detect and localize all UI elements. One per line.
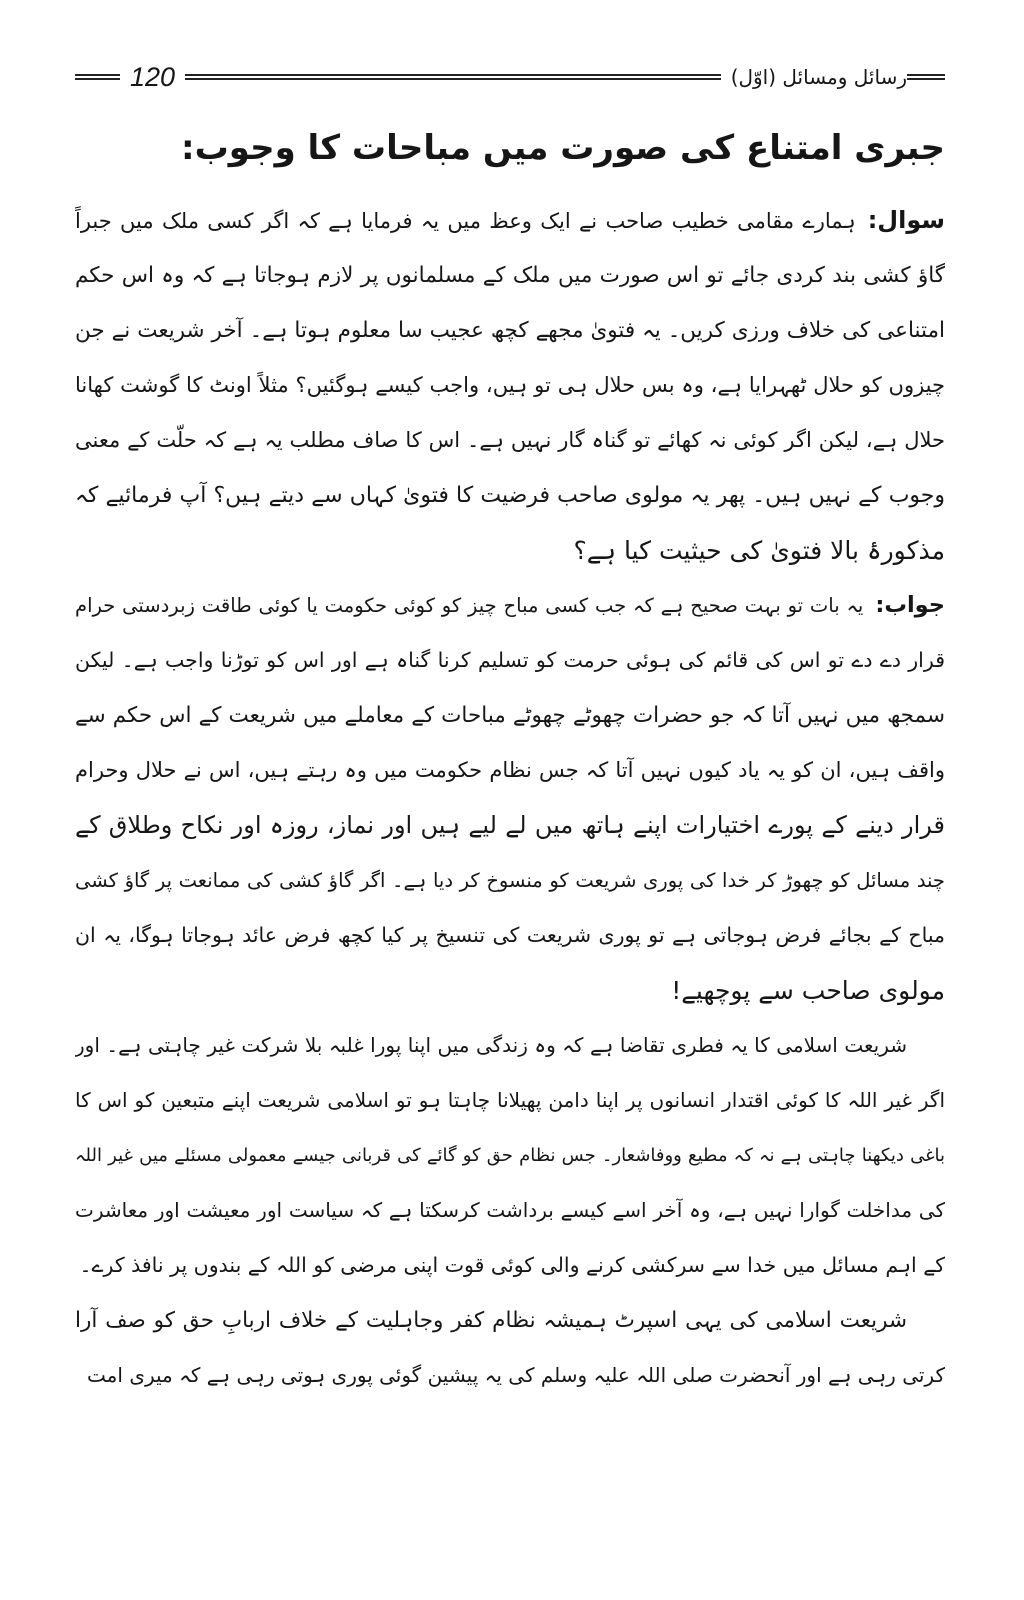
line-text: ہمارے مقامی خطیب صاحب نے ایک وعظ میں یہ فرمایا ہے کہ اگر کسی ملک میں جبراً	[75, 209, 856, 233]
text-line	[75, 578, 945, 633]
line-text: یہ بات تو بہت صحیح ہے کہ جب کسی مباح چیز کو کوئی حکومت یا کوئی طاقت زبردستی حرام	[75, 594, 864, 617]
text-line	[75, 468, 945, 523]
question-label: سوال:	[867, 206, 945, 234]
line-text: شریعت اسلامی کا یہ فطری تقاضا ہے کہ وہ زندگی میں اپنا پورا غلبہ بلا شرکت غیر چاہتی ہے۔ اور	[75, 1033, 907, 1057]
header-rule	[907, 74, 945, 80]
text-line	[75, 908, 945, 963]
text-line	[75, 743, 945, 798]
text-line	[75, 1073, 945, 1128]
line-text: کے اہم مسائل میں خدا سے سرکشی کرنے والی کوئی قوت اپنی مرضی کو اللہ کے بندوں پر نافذ کرے۔	[79, 1253, 945, 1277]
line-text: حلال ہے، لیکن اگر کوئی نہ کھائے تو گناہ گار نہیں ہے۔ اس کا صاف مطلب یہ ہے کہ حلّت کے معنی	[75, 428, 945, 452]
text-line	[75, 358, 945, 413]
text-line	[75, 1183, 945, 1238]
answer-label: جواب:	[875, 592, 945, 618]
text-line	[75, 633, 945, 688]
text-line	[75, 193, 945, 248]
text-line	[75, 1293, 945, 1348]
line-text: شریعت اسلامی کی یہی اسپرٹ ہمیشہ نظام کفر وجاہلیت کے خلاف اربابِ حق کو صف آرا	[75, 1308, 907, 1333]
paragraph	[75, 1018, 945, 1293]
line-text: چند مسائل کو چھوڑ کر خدا کی پوری شریعت کو منسوخ کر دیا ہے۔ اگر گاؤ کشی کی ممانعت پر گاؤ کشی	[75, 869, 945, 892]
line-text: مذکورۂ بالا فتویٰ کی حیثیت کیا ہے؟	[573, 536, 945, 565]
line-text: قرار دینے کے پورے اختیارات اپنے ہاتھ میں لے لیے ہیں اور نماز، روزہ اور نکاح وطلاق کے	[75, 811, 945, 839]
line-text: کی مداخلت گوارا نہیں ہے، وہ آخر اسے کیسے برداشت کرسکتا ہے کہ سیاست اور معیشت اور معاشرت	[75, 1198, 945, 1222]
question	[75, 193, 945, 578]
line-text: امتناعی کی خلاف ورزی کریں۔ یہ فتویٰ مجھے کچھ عجیب سا معلوم ہوتا ہے۔ آخر شریعت نے جن	[75, 318, 945, 343]
line-text: اگر غیر اللہ کا کوئی اقتدار انسانوں پر اپنا دامن پھیلانا چاہتا ہو تو اسلامی شریعت اپنے متبعین کو اس کا	[75, 1088, 945, 1112]
text-line	[75, 688, 945, 743]
text-line	[75, 853, 945, 908]
line-text: باغی دیکھنا چاہتی ہے نہ کہ مطیع ووفاشعار۔ جس نظام حق کو گائے کی قربانی جیسے معمولی مسئلے میں غیر اللہ	[75, 1145, 945, 1166]
line-text: سمجھ میں نہیں آتا کہ جو حضرات چھوٹے چھوٹے مباحات کے معاملے میں شریعت کے اس حکم سے	[75, 703, 945, 728]
text-line	[75, 1348, 945, 1403]
line-text: واقف ہیں، ان کو یہ یاد کیوں نہیں آتا کہ جس نظام حکومت میں وہ رہتے ہیں، اس نے حلال وحرام	[75, 758, 945, 782]
text-line	[75, 1238, 945, 1293]
text-line	[75, 963, 945, 1018]
text-line	[75, 1018, 945, 1073]
running-header	[75, 62, 945, 92]
line-text: مولوی صاحب سے پوچھیے!	[671, 976, 945, 1005]
page-number: 120	[130, 61, 176, 92]
book-title: رسائل ومسائل (اوّل)	[730, 65, 907, 89]
text-line	[75, 523, 945, 578]
line-text: مباح کے بجائے فرض ہوجاتی ہے تو پوری شریعت کی تنسیخ پر کیا کچھ فرض عائد ہوجاتا ہوگا، یہ ان	[75, 923, 945, 947]
answer	[75, 578, 945, 1018]
line-text: گاؤ کشی بند کردی جائے تو اس صورت میں ملک کے مسلمانوں پر لازم ہوجاتا ہے کہ وہ اس حکم	[75, 263, 945, 288]
text-line	[75, 303, 945, 358]
header-rule	[185, 74, 721, 80]
line-text: قرار دے دے تو اس کی قائم کی ہوئی حرمت کو تسلیم کرنا گناہ ہے اور اس کو توڑنا واجب ہے۔ لیکن	[75, 648, 945, 672]
line-text: چیزوں کو حلال ٹھہرایا ہے، وہ بس حلال ہی تو ہیں، واجب کیسے ہوگئیں؟ مثلاً اونٹ کا گوشت کھانا	[75, 373, 945, 397]
body-text	[75, 193, 945, 1403]
text-line	[75, 798, 945, 853]
section-heading: جبری امتناع کی صورت میں مباحات کا وجوب:	[180, 128, 945, 168]
text-line	[75, 1128, 945, 1183]
text-line	[75, 413, 945, 468]
line-text: وجوب کے نہیں ہیں۔ پھر یہ مولوی صاحب فرضیت کا فتویٰ کہاں سے دیتے ہیں؟ آپ فرمائیے کہ	[75, 483, 945, 508]
text-line	[75, 248, 945, 303]
line-text: کرتی رہی ہے اور آنحضرت صلی اللہ علیہ وسلم کی یہ پیشین گوئی پوری ہوتی رہی ہے کہ میری امت	[87, 1363, 945, 1387]
paragraph	[75, 1293, 945, 1403]
header-rule	[75, 74, 120, 80]
